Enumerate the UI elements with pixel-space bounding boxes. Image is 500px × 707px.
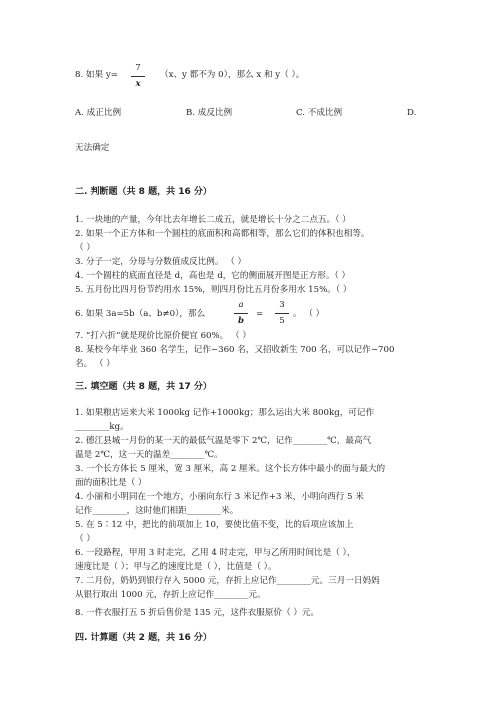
tf-item-6-fraction-2	[275, 300, 289, 327]
tf-item-8: 8. 某校今年毕业 360 名学生，记作−360 名，又招收新生 700 名，可以记作−700	[75, 345, 395, 355]
fill-line-15: 8. 一件衣服打五 5 折后售价是 135 元，这件衣服原价（ ）元。	[75, 608, 320, 618]
q8-option-b: B. 成反比例	[186, 108, 233, 118]
fraction-denominator: 5	[279, 316, 285, 326]
fill-line-14: 从银行取出 1000 元，存折上应记作________元。	[75, 590, 266, 600]
tf-item-2-blank: （ ）	[75, 243, 95, 253]
tf-item-2: 2. 如果一个正方体和一个圆柱的底面积和高都相等，那么它们的体积也相等。	[75, 229, 370, 239]
fill-line-10: （ ）	[75, 534, 95, 544]
fraction-denominator: b	[237, 316, 244, 326]
fill-line-3: 2. 德江县城一月份的某一天的最低气温是零下 2℃，记作________℃，最高气	[75, 436, 372, 446]
tf-item-6-equals: =	[256, 309, 264, 319]
tf-item-6-prefix: 6. 如果 3a=5b（a、b≠0），那么	[75, 309, 206, 319]
fraction-bar	[234, 313, 248, 314]
tf-item-3: 3. 分子一定，分母与分数值成反比例。 （ ）	[75, 257, 247, 267]
fill-line-7: 4. 小丽和小明同在一个地方，小丽向东行 3 米记作+3 米，小明向西行 5 米	[75, 492, 364, 502]
tf-item-1: 1. 一块地的产量，今年比去年增长二成五，就是增长十分之二点五。（ ）	[75, 215, 351, 225]
fill-line-11: 6. 一段路程，甲用 3 时走完，乙用 4 时走完，甲与乙所用时间比是（ ），	[75, 548, 356, 558]
q8-option-c: C. 不成比例	[296, 108, 343, 118]
tf-item-8-cont: 名。 （ ）	[75, 359, 115, 369]
tf-item-7: 7. “打六折”就是现价比原价便宜 60%。 （ ）	[75, 331, 251, 341]
section-heading-true-false: 二. 判断题（共 8 题，共 16 分）	[75, 187, 212, 197]
q8-fraction	[131, 63, 145, 90]
section-heading-calculation: 四. 计算题（共 2 题，共 16 分）	[75, 633, 212, 643]
fraction-numerator: 3	[279, 300, 285, 310]
q8-suffix: （x、y 都不为 0），那么 x 和 y（ ）。	[160, 70, 305, 80]
fill-line-5: 3. 一个长方体长 5 厘米，宽 3 厘米，高 2 厘米。这个长方体中最小的面与最大的	[75, 464, 386, 474]
fill-line-4: 温是 2℃，这一天的温差________℃。	[75, 450, 223, 460]
fill-line-2: ________kg。	[75, 422, 129, 432]
fill-line-13: 7. 二月份，奶奶到银行存入 5000 元，存折上应记作________元。三月一日妈妈	[75, 576, 380, 586]
fill-line-12: 速度比是（ ）；甲与乙的速度比是（ ），比值是（ ）。	[75, 562, 277, 572]
fraction-bar	[131, 76, 145, 77]
q8-fraction-numerator: 7	[135, 63, 141, 73]
fraction-numerator: a	[238, 300, 244, 310]
tf-item-4: 4. 一个圆柱的底面直径是 d，高也是 d，它的侧面展开图是正方形。（ ）	[75, 271, 351, 281]
fraction-bar	[275, 313, 289, 314]
tf-item-6-fraction-1	[234, 300, 248, 327]
tf-item-6-suffix: 。 （ ）	[293, 309, 325, 319]
fill-line-8: 记作________，这时他们相距________米。	[75, 506, 239, 516]
q8-option-d: D.	[407, 108, 417, 118]
q8-option-a: A. 成正比例	[75, 108, 122, 118]
tf-item-5: 5. 五月份比四月份节约用水 15%，则四月份比五月份多用水 15%。（ ）	[75, 285, 352, 295]
fill-line-1: 1. 如果粮店运来大米 1000kg 记作+1000kg；那么运出大米 800kg，可记作	[75, 408, 375, 418]
q8-prefix: 8. 如果 y=	[75, 70, 118, 80]
section-heading-fill-blank: 三. 填空题（共 8 题，共 17 分）	[75, 382, 212, 392]
q8-option-d-text: 无法确定	[75, 143, 110, 153]
fill-line-6: 面的面积比是（ ）	[75, 478, 147, 488]
q8-fraction-denominator: x	[135, 79, 141, 89]
fill-line-9: 5. 在 5∶12 中，把比的前项加上 10，要使比值不变，比的后项应该加上	[75, 520, 354, 530]
